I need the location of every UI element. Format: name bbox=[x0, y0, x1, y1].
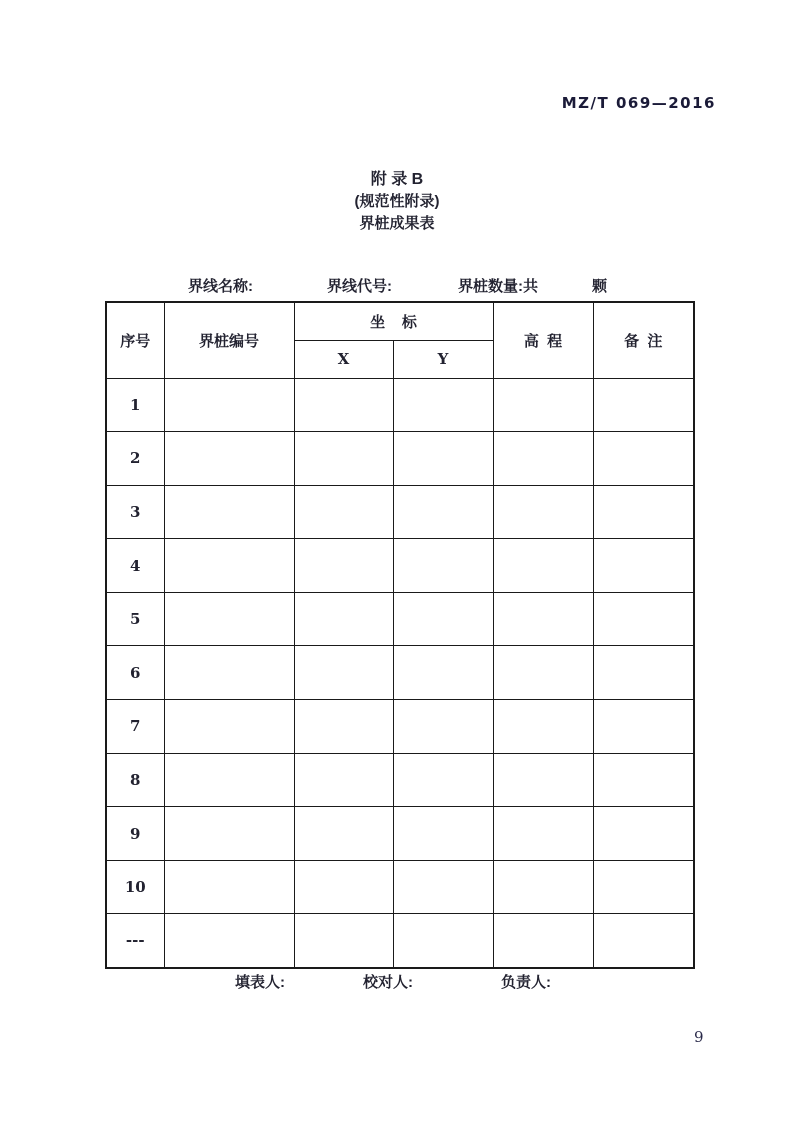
checker-label: 校对人: bbox=[363, 974, 413, 991]
col-header-y: Y bbox=[393, 340, 493, 378]
y-cell bbox=[393, 914, 493, 968]
y-cell bbox=[393, 807, 493, 861]
table-row bbox=[106, 378, 694, 432]
table-row bbox=[106, 700, 694, 754]
y-cell bbox=[393, 646, 493, 700]
remark-cell bbox=[593, 914, 694, 968]
remark-cell bbox=[593, 700, 694, 754]
remark-cell bbox=[593, 860, 694, 914]
pile-no-cell bbox=[164, 378, 294, 432]
page-number: 9 bbox=[694, 1028, 704, 1046]
seq-cell: 5 bbox=[106, 592, 164, 646]
y-cell bbox=[393, 378, 493, 432]
x-cell bbox=[294, 646, 393, 700]
x-cell bbox=[294, 539, 393, 593]
pile-no-cell bbox=[164, 700, 294, 754]
appendix-title: 附 录 B bbox=[370, 171, 424, 188]
pile-no-cell bbox=[164, 646, 294, 700]
table-row bbox=[106, 646, 694, 700]
x-cell bbox=[294, 753, 393, 807]
remark-cell bbox=[593, 432, 694, 486]
y-cell bbox=[393, 753, 493, 807]
remark-cell bbox=[593, 539, 694, 593]
seq-cell: 10 bbox=[106, 860, 164, 914]
seq-cell: 9 bbox=[106, 807, 164, 861]
table-row bbox=[106, 485, 694, 539]
responsible-label: 负责人: bbox=[501, 974, 551, 991]
elevation-cell bbox=[493, 914, 593, 968]
elevation-cell bbox=[493, 646, 593, 700]
elevation-cell bbox=[493, 432, 593, 486]
x-cell bbox=[294, 700, 393, 754]
elevation-cell bbox=[493, 592, 593, 646]
pile-count-unit: 颗 bbox=[592, 278, 608, 295]
table-row bbox=[106, 592, 694, 646]
col-header-pile-no: 界桩编号 bbox=[164, 302, 294, 378]
standard-code: MZ/T 069—2016 bbox=[561, 94, 716, 112]
pile-no-cell bbox=[164, 807, 294, 861]
col-header-elevation: 高 程 bbox=[493, 302, 593, 378]
pile-no-cell bbox=[164, 753, 294, 807]
pile-no-cell bbox=[164, 539, 294, 593]
y-cell bbox=[393, 432, 493, 486]
y-cell bbox=[393, 485, 493, 539]
elevation-cell bbox=[493, 860, 593, 914]
filler-label: 填表人: bbox=[235, 974, 285, 991]
pile-no-cell bbox=[164, 592, 294, 646]
y-cell bbox=[393, 592, 493, 646]
col-header-remark: 备 注 bbox=[593, 302, 694, 378]
remark-cell bbox=[593, 807, 694, 861]
elevation-cell bbox=[493, 753, 593, 807]
x-cell bbox=[294, 807, 393, 861]
seq-cell: 1 bbox=[106, 378, 164, 432]
pile-no-cell bbox=[164, 914, 294, 968]
appendix-subtitle: (规范性附录) bbox=[354, 193, 440, 210]
elevation-cell bbox=[493, 539, 593, 593]
boundary-pile-results-table bbox=[105, 301, 695, 969]
col-header-seq: 序号 bbox=[106, 302, 164, 378]
x-cell bbox=[294, 432, 393, 486]
elevation-cell bbox=[493, 700, 593, 754]
table-title: 界桩成果表 bbox=[359, 215, 435, 232]
seq-cell: 2 bbox=[106, 432, 164, 486]
pile-count-label: 界桩数量:共 bbox=[458, 278, 538, 295]
y-cell bbox=[393, 700, 493, 754]
table-row bbox=[106, 860, 694, 914]
seq-cell: --- bbox=[106, 914, 164, 968]
remark-cell bbox=[593, 378, 694, 432]
boundary-name-label: 界线名称: bbox=[188, 278, 253, 295]
remark-cell bbox=[593, 753, 694, 807]
x-cell bbox=[294, 914, 393, 968]
seq-cell: 6 bbox=[106, 646, 164, 700]
elevation-cell bbox=[493, 485, 593, 539]
y-cell bbox=[393, 539, 493, 593]
remark-cell bbox=[593, 592, 694, 646]
table-row bbox=[106, 432, 694, 486]
x-cell bbox=[294, 485, 393, 539]
remark-cell bbox=[593, 646, 694, 700]
seq-cell: 7 bbox=[106, 700, 164, 754]
boundary-code-label: 界线代号: bbox=[327, 278, 392, 295]
table-row bbox=[106, 807, 694, 861]
col-header-coordinates: 坐 标 bbox=[294, 302, 493, 340]
seq-cell: 8 bbox=[106, 753, 164, 807]
x-cell bbox=[294, 860, 393, 914]
appendix-title-block bbox=[0, 169, 794, 235]
pile-no-cell bbox=[164, 860, 294, 914]
remark-cell bbox=[593, 485, 694, 539]
col-header-x: X bbox=[294, 340, 393, 378]
table-row bbox=[106, 753, 694, 807]
pile-no-cell bbox=[164, 432, 294, 486]
elevation-cell bbox=[493, 378, 593, 432]
table-row bbox=[106, 539, 694, 593]
seq-cell: 4 bbox=[106, 539, 164, 593]
seq-cell: 3 bbox=[106, 485, 164, 539]
y-cell bbox=[393, 860, 493, 914]
x-cell bbox=[294, 378, 393, 432]
elevation-cell bbox=[493, 807, 593, 861]
pile-no-cell bbox=[164, 485, 294, 539]
table-row bbox=[106, 914, 694, 968]
x-cell bbox=[294, 592, 393, 646]
